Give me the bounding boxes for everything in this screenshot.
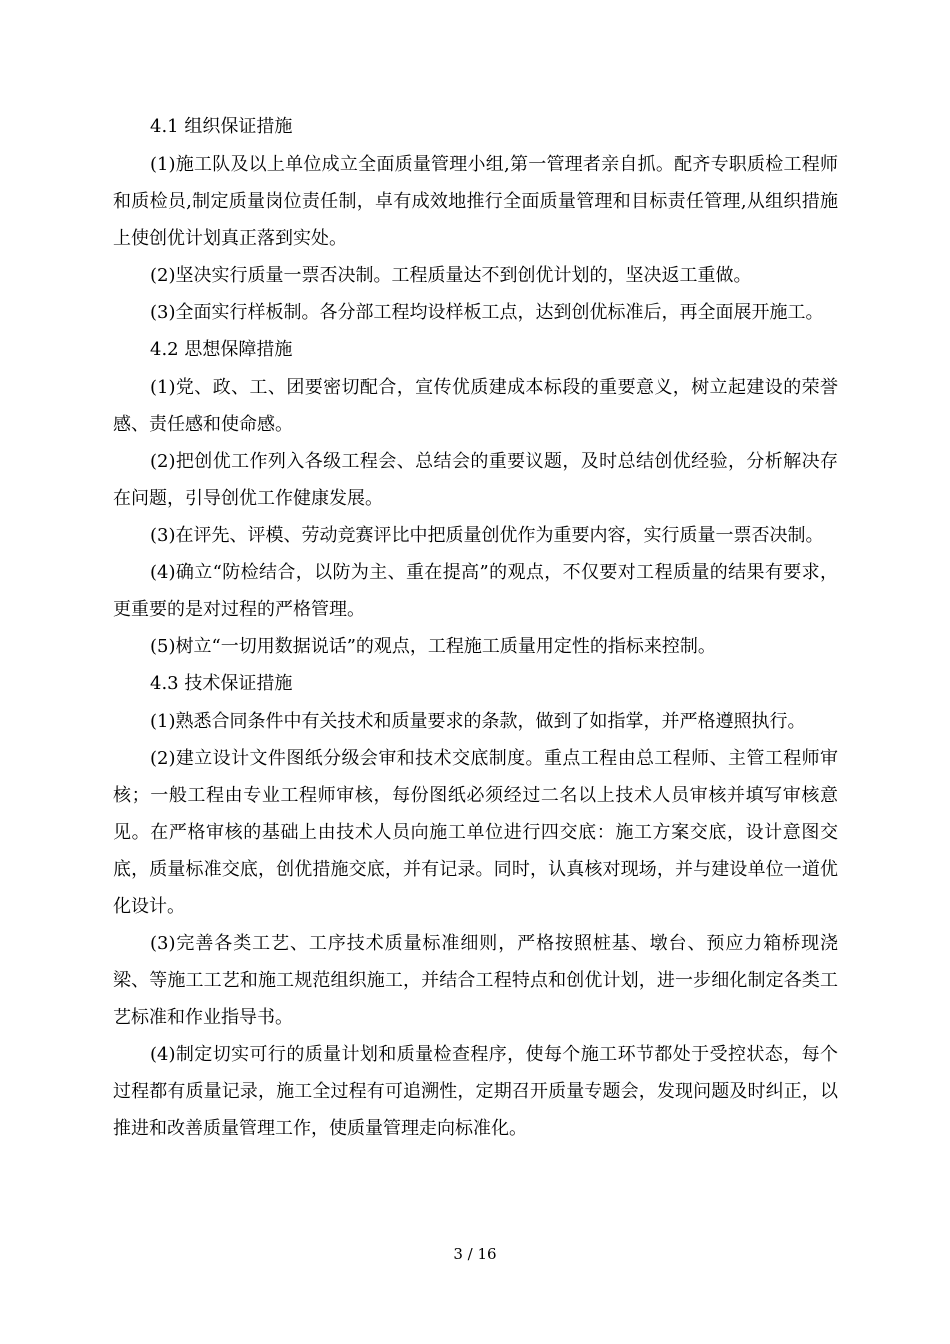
paragraph: (3)全面实行样板制。各分部工程均设样板工点，达到创优标准后，再全面展开施工。	[150, 302, 824, 323]
paragraph: (3)在评先、评模、劳动竞赛评比中把质量创优作为重要内容，实行质量一票否决制。	[150, 525, 824, 546]
page-number: 3 / 16	[453, 1245, 497, 1263]
paragraph: (3)完善各类工艺、工序技术质量标准细则，严格按照桩基、墩台、预应力箱桥现浇梁、等施工工艺和施工规范组织施工，并结合工程特点和创优计划，进一步细化制定各类工艺标准和作业指导书。	[113, 933, 838, 1028]
document-body	[113, 108, 838, 1147]
paragraph: (1)熟悉合同条件中有关技术和质量要求的条款，做到了如指掌，并严格遵照执行。	[150, 711, 806, 732]
paragraph: (2)把创优工作列入各级工程会、总结会的重要议题，及时总结创优经验，分析解决存在问题，引导创优工作健康发展。	[113, 451, 838, 509]
paragraph: (1)党、政、工、团要密切配合，宣传优质建成本标段的重要意义，树立起建设的荣誉感、责任感和使命感。	[113, 377, 838, 435]
paragraph: (1)施工队及以上单位成立全面质量管理小组,第一管理者亲自抓。配齐专职质检工程师和质检员,制定质量岗位责任制，卓有成效地推行全面质量管理和目标责任管理,从组织措施上使创优计划真正落到实处。	[113, 154, 838, 249]
paragraph: (2)坚决实行质量一票否决制。工程质量达不到创优计划的，坚决返工重做。	[150, 265, 752, 286]
paragraph: (5)树立“一切用数据说话”的观点，工程施工质量用定性的指标来控制。	[150, 636, 716, 657]
paragraph: (4)制定切实可行的质量计划和质量检查程序，使每个施工环节都处于受控状态，每个过程都有质量记录，施工全过程有可追溯性，定期召开质量专题会，发现问题及时纠正，以推进和改善质量管理工作，使质量管理走向标准化。	[113, 1044, 838, 1139]
section-4-2	[113, 331, 838, 665]
section-4-3	[113, 665, 838, 1147]
section-heading: 4.2 思想保障措施	[150, 339, 293, 360]
paragraph: (4)确立“防检结合，以防为主、重在提高”的观点，不仅要对工程质量的结果有要求，更重要的是对过程的严格管理。	[113, 562, 838, 620]
section-4-1	[113, 108, 838, 331]
section-heading: 4.3 技术保证措施	[150, 673, 293, 694]
section-heading: 4.1 组织保证措施	[150, 116, 293, 137]
paragraph: (2)建立设计文件图纸分级会审和技术交底制度。重点工程由总工程师、主管工程师审核；一般工程由专业工程师审核，每份图纸必须经过二名以上技术人员审核并填写审核意见。在严格审核的基础上由技术人员向施工单位进行四交底：施工方案交底，设计意图交底，质量标准交底，创优措施交底，并有记录。同时，认真核对现场，并与建设单位一道优化设计。	[113, 748, 838, 917]
